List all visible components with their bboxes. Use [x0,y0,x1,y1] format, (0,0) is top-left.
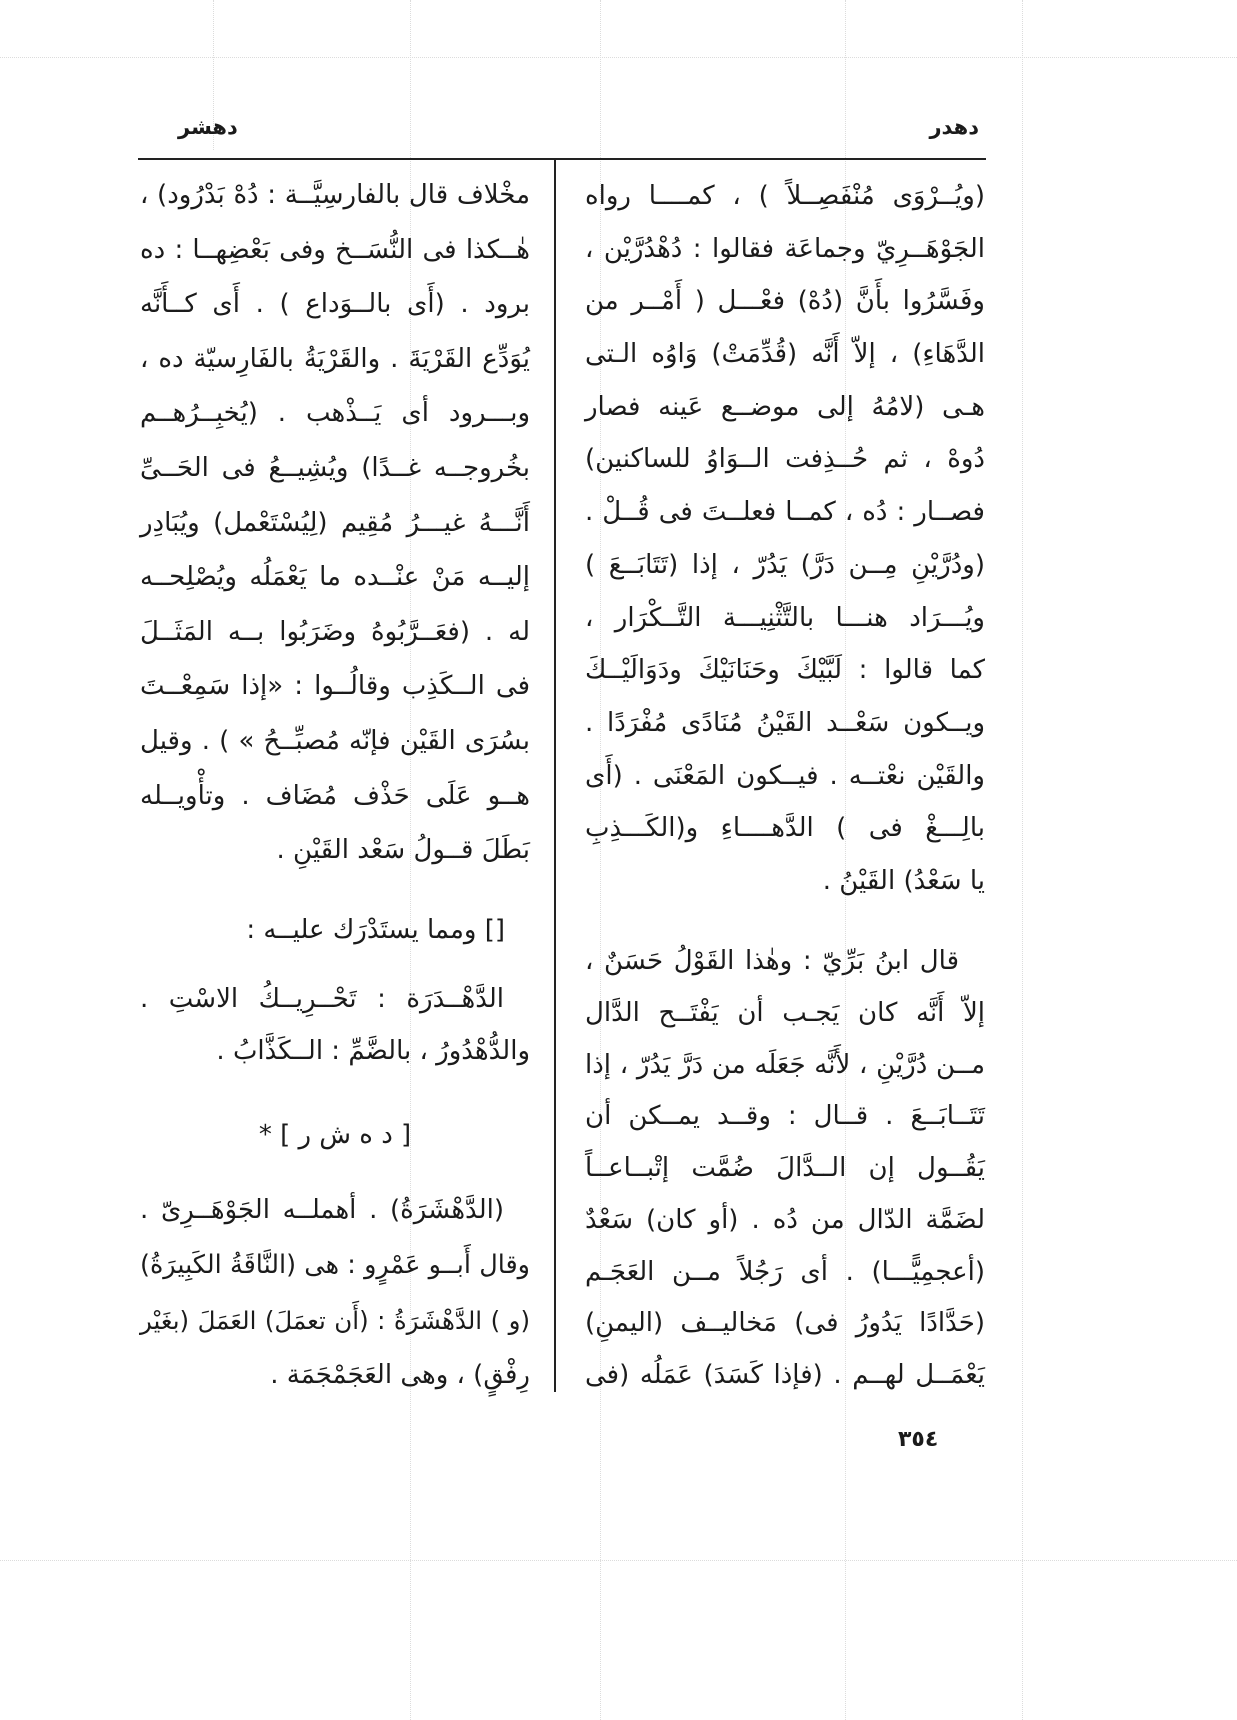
text-line: هٰــكذا فى النُّسَــخ وفى بَعْضِهــا : ده [140,234,530,265]
text-line: (و ) الدَّهْشَرَةُ : (أَن تعمَلَ) العَمَلَ (بغَيْر [140,1306,530,1335]
text-line: (أعجمِيًّـــا) . أى رَجُلاً مــن العَجَـم [585,1256,985,1287]
text-line: دُوهْ ، ثم حُــذِفت الــوَاوُ للساكنين) [585,444,985,475]
text-line: بسُرَى القَيْن فإنّه مُصبِّــحُ » ) . وقيل [140,725,530,756]
text-line: ويُـــرَاد هنـــا بالتَّثْنِيـــة التَّــكْرَار ، [585,602,985,633]
text-line: الجَوْهَــرِيّ وجماعَة فقالوا : دُهْدُرَّيْن ، [585,233,985,264]
text-line: وبـــرود أى يَــذْهب . (يُخبِــرُهــم [140,398,530,429]
mustadrak-entries [140,973,530,1077]
scan-guide-line [1022,0,1023,1720]
text-line: فى الــكَذِب وقالُــوا : «إذا سَمِعْــتَ [140,671,530,702]
text-line: قال ابنُ بَرِّيّ : وهٰذا القَوْلُ حَسَنٌ ، [585,946,959,976]
text-line: والدُّهْدُورُ ، بالضَّمِّ : الــكَذَّابُ . [216,1036,530,1066]
running-head-right: دهدر [929,115,979,139]
running-head-left: دهشر [178,115,238,139]
right-column-ibn-barri-paragraph [585,936,985,1402]
scan-guide-line [0,1560,1237,1561]
text-line: رِفْقٍ) ، وهى العَجَمْجَمَة . [270,1360,530,1390]
mustadrak-section [140,903,530,957]
text-line: بخُروجــه غــدًا) ويُشِيــعُ فى الحَــىِّ [140,452,530,483]
text-line: لضَمَّة الدّال من دُه . (أو كان) سَعْدٌ [585,1204,985,1235]
text-line: وقال أَبــو عَمْرٍو : هى (النَّاقَةُ الكَبِيرَةُ) [140,1250,530,1280]
text-line: (ودُرَّيْنِ مِــن دَرَّ) يَدُرّ ، إذا (تَتَابَــعَ ) [585,549,985,580]
text-line: (ويُــرْوَى مُنْفَصِــلاً ) ، كمــــا رواه [585,181,985,211]
text-line: بَطَلَ قــولُ سَعْد القَيْنِ . [276,835,530,866]
text-line: يا سَعْدُ) القَيْنُ . [822,865,985,896]
root-heading-section [140,1108,530,1162]
text-line: إليــه مَنْ عنْــده ما يَعْمَلُه ويُصْلِحــه [140,562,530,593]
text-line: (الدَّهْشَرَةُ) . أهملــه الجَوْهَــرِىّ . [140,1195,504,1225]
text-line: وفَسَّرُوا بأَنَّ (دُهْ) فعْـــل ( أَمْــر من [585,286,985,317]
text-line: الدَّهَاءِ) ، إلاّ أَنَّه (قُدِّمَتْ) وَاوُه الـتى [585,339,985,370]
text-line: برود . (أَى بالــوَداع ) . أَى كــأَنَّه [140,289,530,320]
text-line: هـى (لامُهُ إلى موضــع عَينه فصار [585,391,985,422]
text-line: فصــار : دُه ، كمــا فعلــتَ فى قُــلْ . [585,497,985,528]
text-line: هــو عَلَى حَذْف مُضَاف . وتأْويــله [140,780,530,811]
text-line: والقَيْن نعْتــه . فيــكون المَعْنَى . (أَى [585,760,985,791]
text-line: ويــكون سَعْــد القَيْنُ مُنَادًى مُفْرَدًا . [585,707,985,738]
text-line: الدَّهْــدَرَة : تَحْــرِيــكُ الاسْتِ . [140,984,504,1014]
text-line: إلاّ أَنَّه كان يَجـب أن يَفْتَــح الدَّال [585,997,985,1028]
text-line: مــن دُرَّيْنِ ، لأَنَّه جَعَلَه من دَرَّ يَدُرّ ، إذا [585,1049,985,1080]
text-line: مخْلاف قال بالفارسِيَّــة : دُهْ بَدْرُود) ، [140,180,530,210]
text-line: يُوَدِّع القَرْيَةَ . والقَرْيَةُ بالفَارِسيّة ده ، [140,343,530,374]
scan-guide-line [0,57,1237,58]
text-line: بالِـــغْ فى ) الدَّهــــاءِ و(الكَـــذِبِ [585,813,985,844]
text-line: (حَدَّادًا يَدُورُ فى) مَخاليــف (اليمنِ) [585,1308,985,1339]
root-heading: [ د ه ش ر ] * [258,1120,412,1150]
dahshar-entry [140,1183,530,1403]
text-line: يَقُــول إن الــدَّالَ ضُمَّت إتْبــاعــاً [585,1153,985,1183]
text-line: يَعْمَــل لهــم . (فإذا كَسَدَ) عَمَلُه (فى [585,1360,985,1390]
mustadrak-heading: [] ومما يستَدْرَك عليــه : [246,915,505,945]
column-divider [554,160,556,1392]
page-number: ٣٥٤ [898,1427,939,1452]
header-rule [138,158,986,160]
text-line: تَتَــابَــعَ . قــال : وقــد يمــكن أن [585,1101,985,1132]
text-line: أَنَّـــهُ غيـــرُ مُقِيم (لِيُسْتَعْمل) ويُبَادِر [140,507,530,538]
left-column-entry-continuation [140,168,530,878]
text-line: كما قالوا : لَبَّيْكَ وحَنَانَيْكَ ودَوَالَيْــكَ [585,655,985,686]
text-line: له . (فعَــرَّبُوهُ وضَرَبُوا بــه المَثَــلَ [140,616,530,647]
right-column-entry-continuation [585,170,985,908]
